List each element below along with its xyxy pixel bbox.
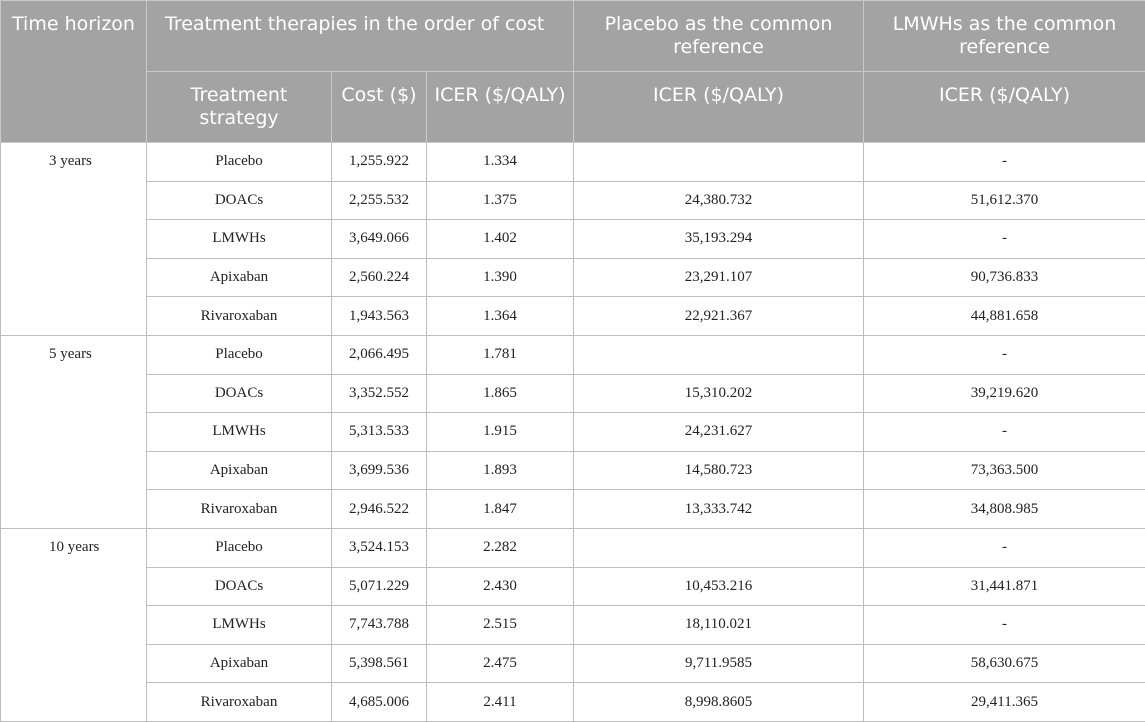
cost-cell: 2,255.532: [332, 181, 427, 220]
table-row: [1, 258, 1145, 297]
strategy-cell: DOACs: [147, 374, 332, 413]
strategy-cell: Placebo: [147, 335, 332, 374]
icer-cell: 2.430: [427, 567, 574, 606]
header-therapies: Treatment therapies in the order of cost: [147, 1, 574, 72]
header-placebo-reference: Placebo as the common reference: [574, 1, 864, 72]
icer-lmwh-cell: 44,881.658: [864, 297, 1145, 336]
icer-cell: 1.915: [427, 413, 574, 452]
header-cost: Cost ($): [332, 72, 427, 143]
icer-cell: 1.334: [427, 143, 574, 182]
icer-placebo-cell: [574, 335, 864, 374]
table-row: [1, 413, 1145, 452]
icer-lmwh-cell: -: [864, 528, 1145, 567]
table-row: [1, 143, 1145, 182]
cost-cell: 2,066.495: [332, 335, 427, 374]
icer-placebo-cell: 9,711.9585: [574, 644, 864, 683]
icer-placebo-cell: [574, 143, 864, 182]
cost-cell: 3,524.153: [332, 528, 427, 567]
table-row: [1, 374, 1145, 413]
cost-cell: 2,946.522: [332, 490, 427, 529]
table-row: [1, 335, 1145, 374]
icer-lmwh-cell: 90,736.833: [864, 258, 1145, 297]
icer-cell: 2.282: [427, 528, 574, 567]
icer-lmwh-cell: 51,612.370: [864, 181, 1145, 220]
cost-cell: 1,943.563: [332, 297, 427, 336]
icer-lmwh-cell: 34,808.985: [864, 490, 1145, 529]
strategy-cell: Apixaban: [147, 644, 332, 683]
strategy-cell: Rivaroxaban: [147, 490, 332, 529]
table-row: [1, 220, 1145, 259]
strategy-cell: Rivaroxaban: [147, 683, 332, 722]
cost-cell: 5,313.533: [332, 413, 427, 452]
icer-lmwh-cell: -: [864, 220, 1145, 259]
table-body: [1, 143, 1145, 722]
icer-cell: 1.364: [427, 297, 574, 336]
icer-cell: 1.375: [427, 181, 574, 220]
icer-lmwh-cell: 58,630.675: [864, 644, 1145, 683]
icer-cell: 1.865: [427, 374, 574, 413]
icer-lmwh-cell: -: [864, 143, 1145, 182]
icer-placebo-cell: 24,231.627: [574, 413, 864, 452]
icer-cell: 1.781: [427, 335, 574, 374]
cost-cell: 3,352.552: [332, 374, 427, 413]
table-row: [1, 490, 1145, 529]
time-horizon-cell: 3 years: [1, 143, 147, 336]
strategy-cell: LMWHs: [147, 606, 332, 645]
strategy-cell: Placebo: [147, 143, 332, 182]
table-header: [1, 1, 1145, 143]
table-row: [1, 644, 1145, 683]
table-row: [1, 181, 1145, 220]
table-row: [1, 567, 1145, 606]
table-row: [1, 528, 1145, 567]
strategy-cell: Apixaban: [147, 451, 332, 490]
cost-cell: 2,560.224: [332, 258, 427, 297]
header-treatment-strategy: Treatment strategy: [147, 72, 332, 143]
icer-placebo-cell: 10,453.216: [574, 567, 864, 606]
icer-placebo-cell: 13,333.742: [574, 490, 864, 529]
icer-lmwh-cell: -: [864, 335, 1145, 374]
icer-cell: 1.847: [427, 490, 574, 529]
table-row: [1, 683, 1145, 722]
header-icer-lmwh: ICER ($/QALY): [864, 72, 1145, 143]
icer-placebo-cell: 23,291.107: [574, 258, 864, 297]
icer-cell: 1.893: [427, 451, 574, 490]
icer-placebo-cell: 15,310.202: [574, 374, 864, 413]
icer-placebo-cell: 18,110.021: [574, 606, 864, 645]
icer-placebo-cell: [574, 528, 864, 567]
time-horizon-cell: 5 years: [1, 335, 147, 528]
icer-lmwh-cell: 29,411.365: [864, 683, 1145, 722]
header-icer: ICER ($/QALY): [427, 72, 574, 143]
icer-lmwh-cell: 31,441.871: [864, 567, 1145, 606]
cost-cell: 5,398.561: [332, 644, 427, 683]
table-row: [1, 606, 1145, 645]
cost-cell: 3,699.536: [332, 451, 427, 490]
icer-placebo-cell: 14,580.723: [574, 451, 864, 490]
icer-placebo-cell: 22,921.367: [574, 297, 864, 336]
header-time-horizon: Time horizon: [1, 1, 147, 143]
strategy-cell: LMWHs: [147, 220, 332, 259]
icer-cell: 1.402: [427, 220, 574, 259]
header-icer-placebo: ICER ($/QALY): [574, 72, 864, 143]
strategy-cell: DOACs: [147, 567, 332, 606]
cost-cell: 1,255.922: [332, 143, 427, 182]
table-row: [1, 451, 1145, 490]
icer-placebo-cell: 24,380.732: [574, 181, 864, 220]
icer-placebo-cell: 35,193.294: [574, 220, 864, 259]
cost-cell: 7,743.788: [332, 606, 427, 645]
cost-cell: 3,649.066: [332, 220, 427, 259]
strategy-cell: Placebo: [147, 528, 332, 567]
table-row: [1, 297, 1145, 336]
icer-lmwh-cell: -: [864, 413, 1145, 452]
strategy-cell: Rivaroxaban: [147, 297, 332, 336]
icer-cell: 1.390: [427, 258, 574, 297]
icer-cell: 2.515: [427, 606, 574, 645]
cost-cell: 5,071.229: [332, 567, 427, 606]
strategy-cell: Apixaban: [147, 258, 332, 297]
icer-cell: 2.475: [427, 644, 574, 683]
icer-lmwh-cell: -: [864, 606, 1145, 645]
icer-placebo-cell: 8,998.8605: [574, 683, 864, 722]
icer-lmwh-cell: 39,219.620: [864, 374, 1145, 413]
strategy-cell: DOACs: [147, 181, 332, 220]
icer-cell: 2.411: [427, 683, 574, 722]
cost-cell: 4,685.006: [332, 683, 427, 722]
header-lmwh-reference: LMWHs as the common reference: [864, 1, 1145, 72]
strategy-cell: LMWHs: [147, 413, 332, 452]
time-horizon-cell: 10 years: [1, 528, 147, 721]
icer-lmwh-cell: 73,363.500: [864, 451, 1145, 490]
